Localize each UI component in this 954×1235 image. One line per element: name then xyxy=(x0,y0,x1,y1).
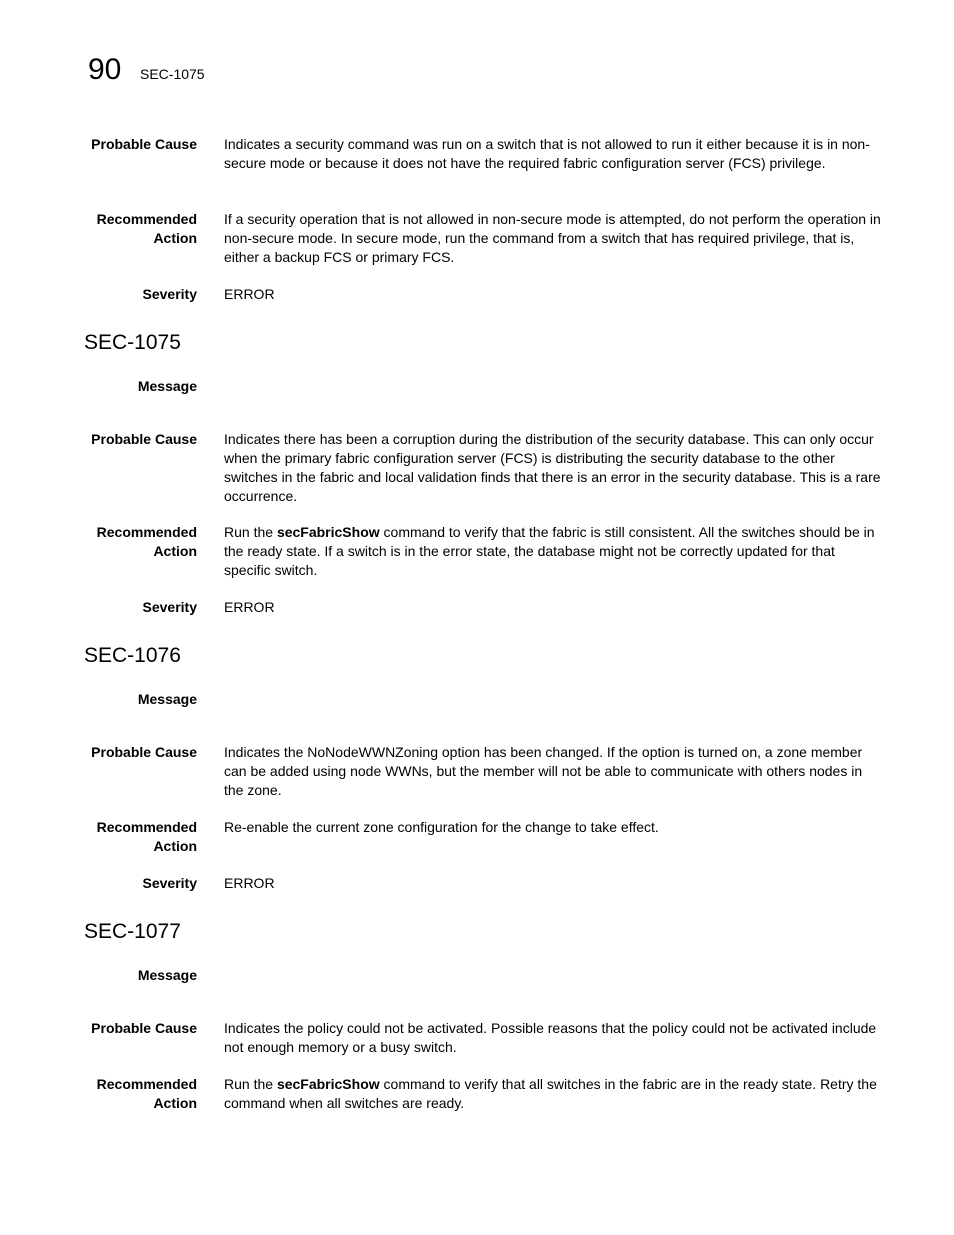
message-label: Message xyxy=(137,691,197,707)
recommended-action-label: Recommended Action xyxy=(96,819,197,854)
section-title-sec-1077: SEC-1077 xyxy=(84,920,181,943)
recommended-action-label: Recommended Action xyxy=(96,524,197,559)
recommended-action-text xyxy=(224,523,884,580)
probable-cause-text: Indicates the NoNodeWWNZoning option has been changed. If the option is turned on, a zone member can be added using node WWNs, but the member will not be able to communicate with others nodes in the zone. xyxy=(224,744,863,798)
probable-cause-label: Probable Cause xyxy=(91,744,197,760)
recommended-action-label: Recommended Action xyxy=(96,211,197,246)
page-number: 90 xyxy=(88,53,122,86)
probable-cause-label: Probable Cause xyxy=(91,1020,197,1036)
severity-label: Severity xyxy=(142,286,197,302)
recommended-action-text: If a security operation that is not allowed in non-secure mode is attempted, do not perform the operation in non-secure mode. In secure mode, run the command from a switch that has required privilege, that is, either a backup FCS or primary FCS. xyxy=(224,211,881,265)
probable-cause-label: Probable Cause xyxy=(91,431,197,447)
recommended-suffix: command to verify that all switches in the fabric are in the ready state. Retry the command when all switches are ready. xyxy=(224,1076,877,1111)
recommended-action-text: Re-enable the current zone configuration for the change to take effect. xyxy=(224,819,659,835)
probable-cause-text: Indicates a security command was run on a switch that is not allowed to run it either because it is in non-secure mode or because it does not have the required fabric configuration server (FCS) privilege. xyxy=(224,136,870,171)
section-title-sec-1076: SEC-1076 xyxy=(84,644,181,667)
message-label: Message xyxy=(137,378,197,394)
severity-label: Severity xyxy=(142,599,197,615)
running-header-code: SEC-1075 xyxy=(140,66,205,82)
recommended-suffix: command to verify that the fabric is still consistent. All the switches should be in the ready state. If a switch is in the error state, the database might not be correctly updated for that specific switch. xyxy=(224,524,875,578)
message-label: Message xyxy=(137,967,197,983)
recommended-action-text xyxy=(224,1075,884,1113)
recommended-prefix: Run the xyxy=(224,524,277,540)
recommended-prefix: Run the xyxy=(224,1076,277,1092)
probable-cause-text: Indicates there has been a corruption during the distribution of the security database. This can only occur when the primary fabric configuration server (FCS) is distributing the security database to the other switches in the fabric and local validation finds that there is an error in the security database. This is a rare occurrence. xyxy=(224,431,881,504)
severity-value: ERROR xyxy=(224,599,275,615)
severity-label: Severity xyxy=(142,875,197,891)
probable-cause-text: Indicates the policy could not be activated. Possible reasons that the policy could not be activated include not enough memory or a busy switch. xyxy=(224,1020,877,1055)
section-title-sec-1075: SEC-1075 xyxy=(84,331,181,354)
recommended-action-label: Recommended Action xyxy=(96,1076,197,1111)
probable-cause-label: Probable Cause xyxy=(91,136,197,152)
command-name: secFabricShow xyxy=(276,1076,380,1092)
severity-value: ERROR xyxy=(224,875,275,891)
severity-value: ERROR xyxy=(224,286,275,302)
command-name: secFabricShow xyxy=(276,524,380,540)
